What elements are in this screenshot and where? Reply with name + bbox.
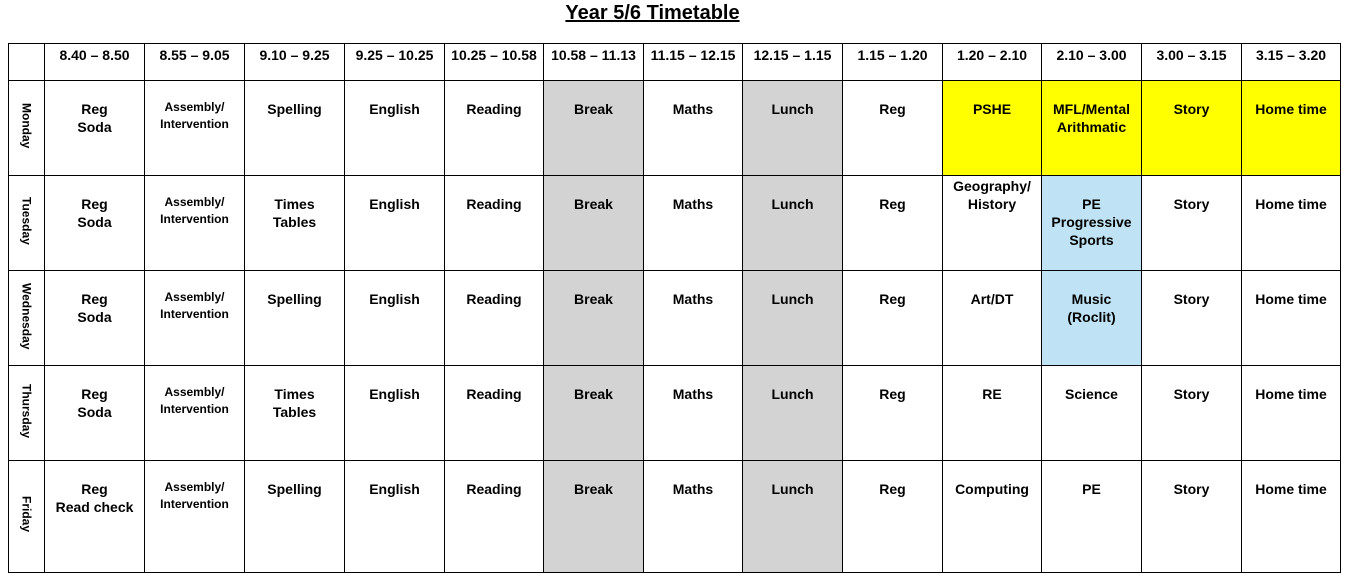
time-slot-header: 9.10 – 9.25 (245, 44, 345, 81)
lesson-cell: Reg (843, 271, 943, 366)
lesson-cell: Music (Roclit) (1042, 271, 1142, 366)
lesson-cell: English (345, 81, 445, 176)
lesson-cell: Home time (1242, 271, 1341, 366)
day-row-thursday (9, 366, 1341, 461)
time-slot-header: 9.25 – 10.25 (345, 44, 445, 81)
lesson-cell: Maths (644, 366, 743, 461)
lesson-cell: Assembly/ Intervention (145, 81, 245, 176)
break-cell: Break (544, 366, 644, 461)
lesson-cell: Maths (644, 271, 743, 366)
lesson-cell: Maths (644, 461, 743, 573)
lunch-cell: Lunch (743, 81, 843, 176)
time-slot-header: 10.58 – 11.13 (544, 44, 644, 81)
day-label: Tuesday (19, 197, 34, 245)
day-label: Thursday (19, 383, 34, 438)
time-slot-header: 1.20 – 2.10 (943, 44, 1042, 81)
time-slot-header: 3.15 – 3.20 (1242, 44, 1341, 81)
lesson-cell: Assembly/ Intervention (145, 461, 245, 573)
day-label: Wednesday (19, 282, 34, 350)
time-header-row (9, 44, 1341, 81)
lunch-cell: Lunch (743, 271, 843, 366)
lesson-cell: Reading (445, 461, 544, 573)
lesson-cell: Assembly/ Intervention (145, 271, 245, 366)
lesson-cell: Science (1042, 366, 1142, 461)
day-label-cell (9, 461, 45, 573)
lesson-cell: Maths (644, 81, 743, 176)
lesson-cell: Reg Soda (45, 271, 145, 366)
time-slot-header: 3.00 – 3.15 (1142, 44, 1242, 81)
lesson-cell: Home time (1242, 81, 1341, 176)
lesson-cell: Spelling (245, 81, 345, 176)
page-title: Year 5/6 Timetable (565, 2, 740, 24)
time-slot-header: 1.15 – 1.20 (843, 44, 943, 81)
lesson-cell: Story (1142, 271, 1242, 366)
lesson-cell: Reading (445, 176, 544, 271)
break-cell: Break (544, 176, 644, 271)
lesson-cell: Reg (843, 366, 943, 461)
lesson-cell: Home time (1242, 176, 1341, 271)
lesson-cell: Reading (445, 271, 544, 366)
lesson-cell: PE (1042, 461, 1142, 573)
day-label-cell (9, 176, 45, 271)
lesson-cell: Story (1142, 176, 1242, 271)
lesson-cell: Story (1142, 366, 1242, 461)
lesson-cell: PE Progressive Sports (1042, 176, 1142, 271)
lunch-cell: Lunch (743, 461, 843, 573)
lesson-cell: Times Tables (245, 176, 345, 271)
day-label-cell (9, 366, 45, 461)
lesson-cell: Art/DT (943, 271, 1042, 366)
lesson-cell: Computing (943, 461, 1042, 573)
lesson-cell: English (345, 461, 445, 573)
lesson-cell: Reg (843, 176, 943, 271)
lesson-cell: Reg Soda (45, 81, 145, 176)
lesson-cell: Reg Soda (45, 366, 145, 461)
lesson-cell: Assembly/ Intervention (145, 176, 245, 271)
lesson-cell: MFL/Mental Arithmatic (1042, 81, 1142, 176)
lesson-cell: Home time (1242, 461, 1341, 573)
lesson-cell: Assembly/ Intervention (145, 366, 245, 461)
lesson-cell: Spelling (245, 271, 345, 366)
break-cell: Break (544, 271, 644, 366)
time-slot-header: 12.15 – 1.15 (743, 44, 843, 81)
time-slot-header: 11.15 – 12.15 (644, 44, 743, 81)
lunch-cell: Lunch (743, 366, 843, 461)
time-slot-header: 8.40 – 8.50 (45, 44, 145, 81)
day-row-friday (9, 461, 1341, 573)
day-label-cell (9, 81, 45, 176)
lesson-cell: Maths (644, 176, 743, 271)
day-label: Friday (19, 496, 34, 533)
time-slot-header: 10.25 – 10.58 (445, 44, 544, 81)
lesson-cell: Times Tables (245, 366, 345, 461)
break-cell: Break (544, 81, 644, 176)
day-row-monday (9, 81, 1341, 176)
lesson-cell: Reg Read check (45, 461, 145, 573)
lesson-cell: Reg (843, 461, 943, 573)
lesson-cell: Home time (1242, 366, 1341, 461)
lesson-cell: Reading (445, 366, 544, 461)
lesson-cell: Reading (445, 81, 544, 176)
lesson-cell: English (345, 176, 445, 271)
time-slot-header: 8.55 – 9.05 (145, 44, 245, 81)
day-row-wednesday (9, 271, 1341, 366)
lesson-cell: Story (1142, 461, 1242, 573)
timetable (8, 43, 1341, 573)
day-row-tuesday (9, 176, 1341, 271)
lesson-cell: Geography/ History (943, 176, 1042, 271)
day-label: Monday (19, 103, 34, 149)
break-cell: Break (544, 461, 644, 573)
lesson-cell: RE (943, 366, 1042, 461)
lesson-cell: PSHE (943, 81, 1042, 176)
lunch-cell: Lunch (743, 176, 843, 271)
day-label-cell (9, 271, 45, 366)
lesson-cell: Reg Soda (45, 176, 145, 271)
lesson-cell: Story (1142, 81, 1242, 176)
lesson-cell: Spelling (245, 461, 345, 573)
corner-cell (9, 44, 45, 81)
time-slot-header: 2.10 – 3.00 (1042, 44, 1142, 81)
lesson-cell: English (345, 366, 445, 461)
lesson-cell: English (345, 271, 445, 366)
lesson-cell: Reg (843, 81, 943, 176)
